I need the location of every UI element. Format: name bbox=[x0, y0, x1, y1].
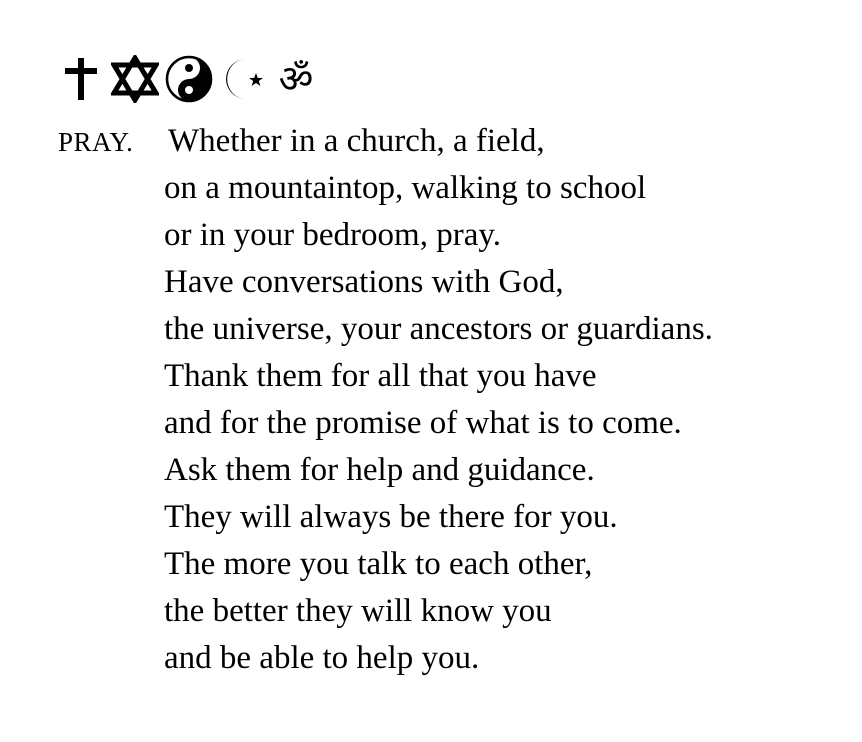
crescent-star-icon bbox=[218, 54, 268, 104]
text-line: They will always be there for you. bbox=[164, 499, 618, 535]
prayer-text bbox=[164, 118, 713, 682]
yin-yang-icon bbox=[164, 54, 214, 104]
star-of-david-icon bbox=[110, 54, 160, 104]
text-line: Thank them for all that you have bbox=[164, 358, 597, 394]
text-line: Whether in a church, a field, bbox=[168, 123, 545, 159]
christian-cross-icon bbox=[56, 54, 106, 104]
text-line: The more you talk to each other, bbox=[164, 546, 593, 582]
text-line: the better they will know you bbox=[164, 593, 552, 629]
text-line: or in your bedroom, pray. bbox=[164, 217, 501, 253]
text-line: the universe, your ancestors or guardians. bbox=[164, 311, 713, 347]
pray-label: PRAY. bbox=[58, 127, 134, 157]
om-icon: ॐ bbox=[278, 57, 314, 101]
text-line: on a mountaintop, walking to school bbox=[164, 170, 647, 206]
religious-symbols-row bbox=[56, 52, 320, 106]
text-line: and be able to help you. bbox=[164, 640, 480, 676]
text-line: and for the promise of what is to come. bbox=[164, 405, 682, 441]
text-line: Have conversations with God, bbox=[164, 264, 564, 300]
text-line: Ask them for help and guidance. bbox=[164, 452, 595, 488]
